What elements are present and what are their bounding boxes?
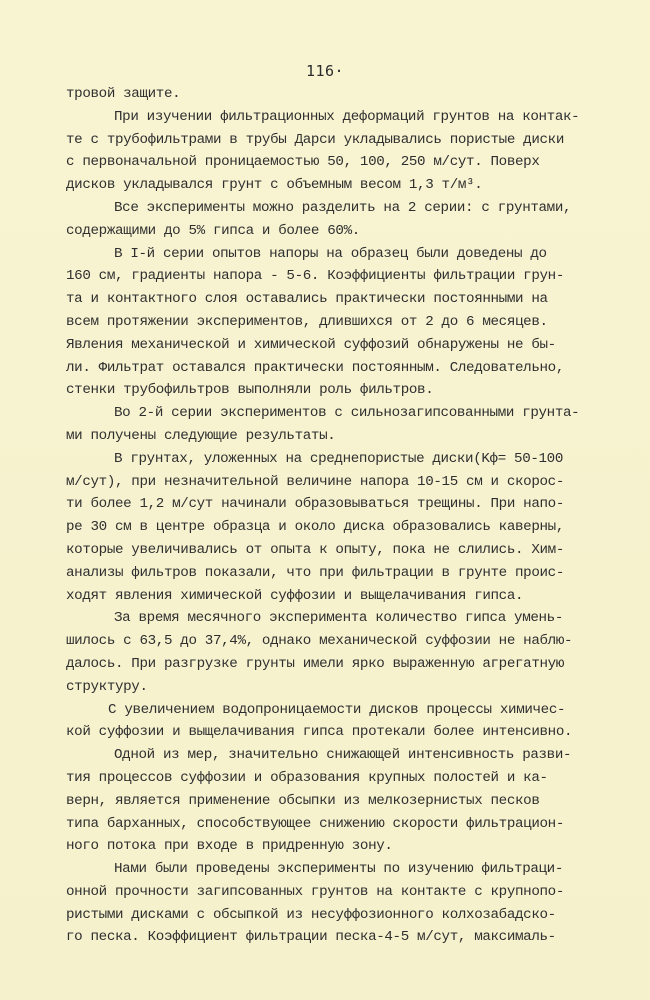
text-line: ходят явления химической суффозии и выщелачивания гипса. bbox=[66, 587, 524, 604]
text-line: далось. При разгрузке грунты имели ярко выраженную агрегатную bbox=[66, 655, 564, 672]
page-number: 116· bbox=[305, 62, 345, 80]
text-line: содержащими до 5% гипса и более 60%. bbox=[66, 222, 360, 239]
text-line: те с трубофильтрами в трубы Дарси укладывались пористые диски bbox=[66, 131, 564, 148]
text-line: ли. Фильтрат оставался практически постоянным. Следовательно, bbox=[66, 359, 564, 376]
text-line: тровой защите. bbox=[66, 86, 181, 102]
text-line: онной прочности загипсованных грунтов на контакте с крупнопо- bbox=[66, 883, 564, 900]
text-line: ти более 1,2 м/сут начинали образовываться трещины. При напо- bbox=[66, 496, 564, 513]
text-line: ристыми дисками с обсыпкой из несуффозионного колхозабадско- bbox=[66, 906, 556, 923]
text-line: ре 30 см в центре образца и около диска образовались каверны, bbox=[66, 519, 564, 536]
text-line: ного потока при входе в придренную зону. bbox=[66, 838, 393, 855]
text-line: которые увеличивались от опыта к опыту, пока не слились. Хим- bbox=[66, 541, 564, 558]
text-line: кой суффозии и выщелачивания гипса протекали более интенсивно. bbox=[66, 724, 573, 741]
text-line: та и контактного слоя оставались практически постоянными на bbox=[66, 291, 548, 308]
text-line: В грунтах, уложенных на среднепористые диски(Kф= 50-100 bbox=[114, 450, 564, 467]
text-line: ми получены следующие результаты. bbox=[66, 427, 336, 444]
text-line: 160 см, градиенты напора - 5-6. Коэффициенты фильтрации грун- bbox=[66, 268, 564, 285]
body-text bbox=[66, 83, 591, 949]
text-line: За время месячного эксперимента количество гипса умень- bbox=[114, 610, 564, 627]
text-line: Нами были проведены эксперименты по изучению фильтраци- bbox=[114, 861, 564, 878]
text-line: Одной из мер, значительно снижающей интенсивность разви- bbox=[114, 747, 572, 764]
text-line: анализы фильтров показали, что при фильтрации в грунте проис- bbox=[66, 564, 564, 581]
text-line: всем протяжении экспериментов, длившихся от 2 до 6 месяцев. bbox=[66, 313, 548, 330]
text-line: Во 2-й серии экспериментов с сильнозагипсованными грунта- bbox=[114, 405, 580, 422]
text-line: стенки трубофильтров выполняли роль фильтров. bbox=[66, 382, 434, 399]
text-line: м/сут), при незначительной величине напора 10-15 см и скорос- bbox=[66, 473, 564, 490]
text-line: с первоначальной проницаемостью 50, 100, 250 м/сут. Поверх bbox=[66, 154, 540, 171]
text-line: го песка. Коэффициент фильтрации песка-4-5 м/сут, максималь- bbox=[66, 929, 556, 946]
text-line: В I-й серии опытов напоры на образец были доведены до bbox=[114, 245, 547, 262]
text-line: шилось с 63,5 до 37,4%, однако механической суффозии не наблю- bbox=[66, 633, 573, 650]
text-line: С увеличением водопроницаемости дисков процессы химичес- bbox=[108, 701, 566, 718]
text-line: верн, является применение обсыпки из мелкозернистых песков bbox=[66, 792, 540, 809]
text-line: типа барханных, способствующее снижению скорости фильтрацион- bbox=[66, 815, 564, 832]
text-line: структуру. bbox=[66, 678, 148, 695]
text-line: тия процессов суффозии и образования крупных полостей и ка- bbox=[66, 769, 548, 786]
text-line: Все эксперименты можно разделить на 2 серии: с грунтами, bbox=[114, 199, 572, 216]
text-line: дисков укладывался грунт с объемным весом 1,3 т/м³. bbox=[66, 177, 483, 194]
text-line: Явления механической и химической суффозий обнаружены не бы- bbox=[66, 336, 556, 353]
text-line: При изучении фильтрационных деформаций грунтов на контак- bbox=[114, 108, 580, 125]
